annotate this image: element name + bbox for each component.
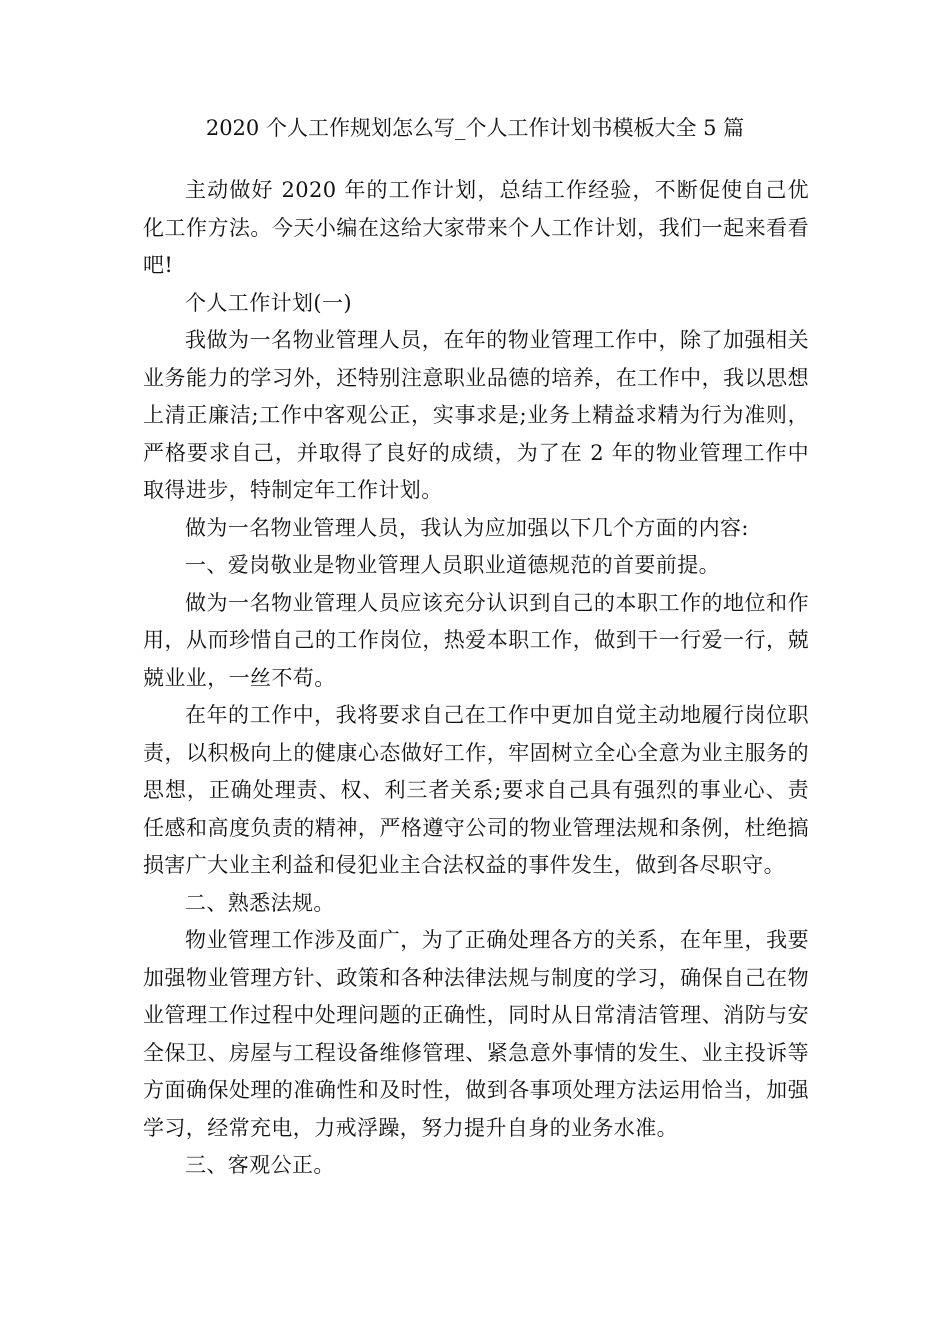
document-title: 2020 个人工作规划怎么写_个人工作计划书模板大全 5 篇 [205,116,745,140]
section-heading-plan-one: 个人工作计划(一) [185,290,352,315]
paragraph: 物业管理工作涉及面广，为了正确处理各方的关系，在年里，我要加强物业管理方针、政策和各种法律法规与制度的学习，确保自己在物业管理工作过程中处理问题的正确性，同时从日常清洁管理、消防与安全保卫、房屋与工程设备维修管理、紧急意外事情的发生、业主投诉等方面确保处理的准确性和及时性，做到各事项处理方法运用恰当，加强学习，经常充电，力戒浮躁，努力提升自身的业务水准。 [143,928,809,1140]
document-body [143,172,809,1185]
section-heading-two: 二、熟悉法规。 [185,890,335,915]
paragraph: 在年的工作中，我将要求自己在工作中更加自觉主动地履行岗位职责，以积极向上的健康心态做好工作，牢固树立全心全意为业主服务的思想，正确处理责、权、利三者关系;要求自己具有强烈的事业心、责任感和高度负责的精神，严格遵守公司的物业管理法规和条例，杜绝搞损害广大业主利益和侵犯业主合法权益的事件发生，做到各尽职守。 [143,703,809,877]
section-heading-one: 一、爱岗敬业是物业管理人员职业道德规范的首要前提。 [185,553,720,577]
paragraph: 做为一名物业管理人员，我认为应加强以下几个方面的内容: [185,515,749,540]
paragraph: 我做为一名物业管理人员，在年的物业管理工作中，除了加强相关业务能力的学习外，还特别注意职业品德的培养，在工作中，我以思想上清正廉洁;工作中客观公正，实事求是;业务上精益求精为行为准则，严格要求自己，并取得了良好的成绩，为了在 2 年的物业管理工作中取得进步，特制定年工作计划。 [143,328,809,502]
paragraph-intro: 主动做好 2020 年的工作计划，总结工作经验，不断促使自己优化工作方法。今天小编在这给大家带来个人工作计划，我们一起来看看吧! [143,178,809,277]
paragraph: 做为一名物业管理人员应该充分认识到自己的本职工作的地位和作用，从而珍惜自己的工作岗位，热爱本职工作，做到干一行爱一行，兢兢业业，一丝不苟。 [143,590,809,690]
section-heading-three: 三、客观公正。 [185,1153,335,1177]
